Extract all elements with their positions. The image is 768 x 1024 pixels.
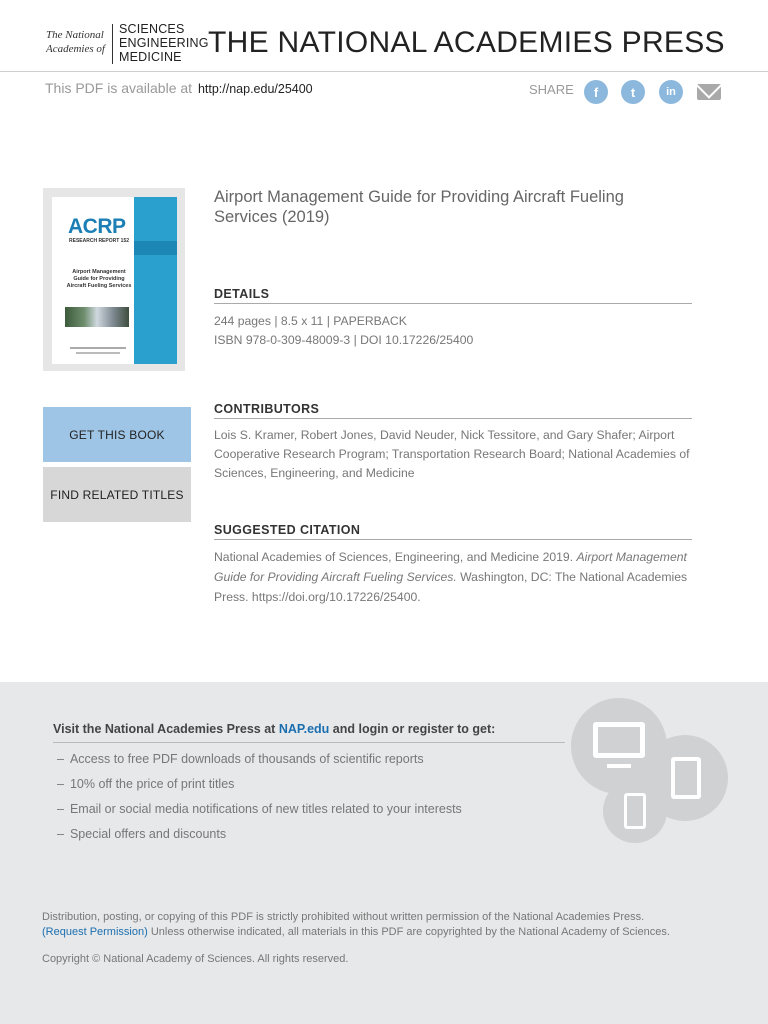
availability-text: This PDF is available at <box>45 80 193 96</box>
cover-series: RESEARCH REPORT 152 <box>69 238 130 244</box>
contributors-text: Lois S. Kramer, Robert Jones, David Neuder, Nick Tessitore, and Gary Shafer; Airport Cooperative Research Program; Transportation Research Board; National Academies of Sciences, Engineering, and Medicine <box>214 428 690 480</box>
promo-heading <box>53 722 565 743</box>
logo-divider <box>112 24 113 64</box>
details-isbn: ISBN 978-0-309-48009-3 | DOI 10.17226/25400 <box>214 333 474 347</box>
list-dash: – <box>57 827 64 841</box>
benefit-text: 10% off the price of print titles <box>69 777 235 791</box>
benefits-list <box>57 750 462 850</box>
availability-link[interactable]: http://nap.edu/25400 <box>197 82 313 96</box>
legal-line-2-text: Unless otherwise indicated, all materials in this PDF are copyrighted by the National Academy of Sciences. <box>150 926 670 938</box>
cover-brand: ACRP <box>68 215 126 238</box>
linkedin-icon[interactable]: in <box>659 80 683 104</box>
logo-engineering: ENGINEERING <box>119 36 209 50</box>
benefit-text: Special offers and discounts <box>69 827 227 841</box>
benefit-text: Access to free PDF downloads of thousands of scientific reports <box>69 752 424 766</box>
details-heading: DETAILS <box>214 287 692 304</box>
cover-stripe-band <box>134 241 177 255</box>
logo-sciences: SCIENCES <box>119 22 185 36</box>
details-body <box>214 312 692 350</box>
availability-line <box>45 80 313 96</box>
nap-link[interactable]: NAP.edu <box>278 722 330 736</box>
list-item <box>57 750 462 775</box>
contributors-heading: CONTRIBUTORS <box>214 402 692 419</box>
benefit-text: Email or social media notifications of new titles related to your interests <box>69 802 462 816</box>
citation-pre: National Academies of Sciences, Engineering, and Medicine 2019. <box>214 550 574 564</box>
copyright: Copyright © National Academy of Sciences. All rights reserved. <box>42 953 349 965</box>
header-divider <box>0 71 768 72</box>
list-dash: – <box>57 802 64 816</box>
logo-line-2: Academies of <box>46 43 105 55</box>
cover-title: Airport Management Guide for Providing Aircraft Fueling Services <box>66 269 132 289</box>
nas-logo-disciplines <box>119 22 209 64</box>
cover-footer-line <box>76 352 120 354</box>
phone-circle <box>603 779 667 843</box>
phone-icon <box>624 793 646 829</box>
citation-title: Airport Management Guide for Providing Aircraft Fueling Services. <box>214 550 687 584</box>
nas-logo-wordmark <box>46 28 110 56</box>
list-item <box>57 800 462 825</box>
details-format: 244 pages | 8.5 x 11 | PAPERBACK <box>214 314 407 328</box>
request-permission-link[interactable]: (Request Permission) <box>42 926 148 938</box>
list-dash: – <box>57 777 64 791</box>
share-label: SHARE <box>529 82 574 97</box>
desktop-stand-icon <box>607 764 631 768</box>
tablet-icon <box>671 757 701 799</box>
legal-notice <box>42 910 732 940</box>
legal-line-2 <box>42 925 732 940</box>
legal-line-1: Distribution, posting, or copying of this PDF is strictly prohibited without written permission of the National Academies Press. <box>42 911 645 923</box>
get-this-book-button[interactable]: GET THIS BOOK <box>43 407 191 462</box>
twitter-icon[interactable]: t <box>621 80 645 104</box>
find-related-titles-button[interactable]: FIND RELATED TITLES <box>43 467 191 522</box>
cover-photo <box>65 307 129 327</box>
book-cover[interactable] <box>52 197 177 364</box>
promo-heading-post: and login or register to get: <box>332 722 496 736</box>
desktop-icon <box>593 722 645 758</box>
facebook-icon[interactable]: f <box>584 80 608 104</box>
promo-heading-pre: Visit the National Academies Press at <box>53 722 276 736</box>
citation-post: Washington, DC: The National Academies Press. https://doi.org/10.17226/25400. <box>214 570 688 604</box>
citation-text <box>214 547 692 607</box>
logo-line-1: The National <box>46 29 104 41</box>
book-title: Airport Management Guide for Providing Aircraft Fueling Services (2019) <box>214 188 624 226</box>
list-item <box>57 775 462 800</box>
cover-stripe <box>134 197 177 364</box>
citation-heading: SUGGESTED CITATION <box>214 523 692 540</box>
list-item <box>57 825 462 850</box>
logo-medicine: MEDICINE <box>119 50 182 64</box>
list-dash: – <box>57 752 64 766</box>
cover-footer-line <box>70 347 126 349</box>
press-title: THE NATIONAL ACADEMIES PRESS <box>208 26 725 59</box>
email-icon[interactable] <box>697 84 721 100</box>
